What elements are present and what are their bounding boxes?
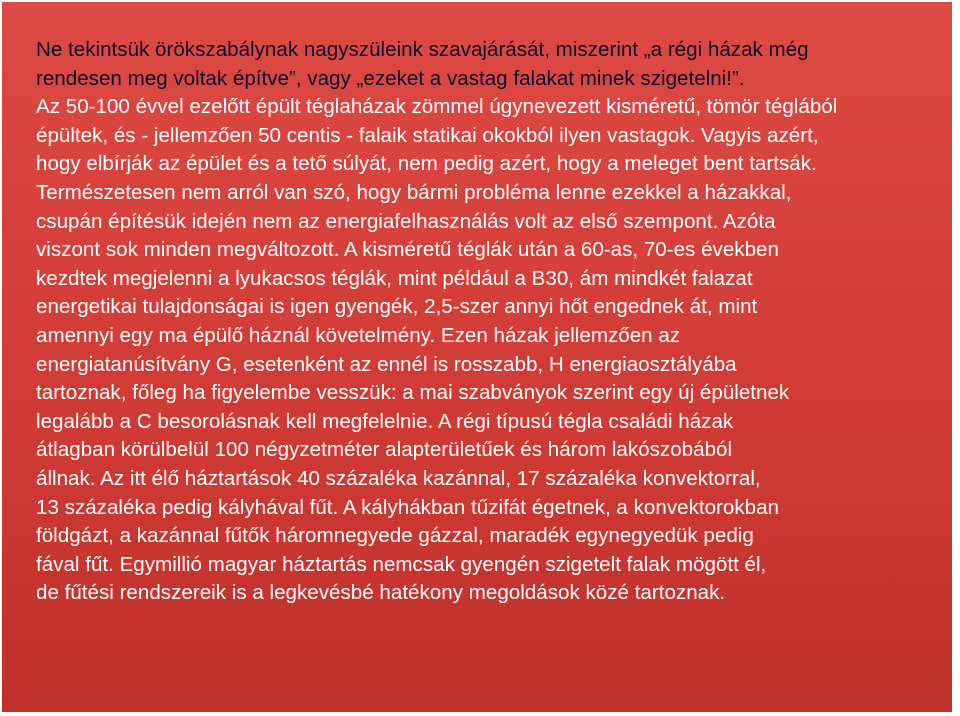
text-line: legalább a C besorolásnak kell megfelelnie. A régi típusú tégla családi házak [36,409,734,433]
text-line: Természetesen nem arról van szó, hogy bármi probléma lenne ezekkel a házakkal, [36,180,792,204]
text-line: földgázt, a kazánnal fűtők háromnegyede gázzal, maradék egynegyedük pedig [36,524,754,548]
text-line: átlagban körülbelül 100 négyzetméter alapterületűek és három lakószobából [36,438,733,462]
text-line: hogy elbírják az épület és a tető súlyát, nem pedig azért, hogy a meleget bent tartsák. [36,152,817,176]
text-line: fával fűt. Egymillió magyar háztartás nemcsak gyengén szigetelt falak mögött él, [36,552,767,576]
slide-text-block [36,36,936,608]
text-line: Az 50-100 évvel ezelőtt épült téglaházak zömmel úgynevezett kisméretű, tömör téglából [36,95,838,119]
text-line: de fűtési rendszereik is a legkevésbé hatékony megoldások közé tartoznak. [36,581,726,605]
text-line: amennyi egy ma épülő háznál követelmény. Ezen házak jellemzően az [36,323,681,347]
text-line: épültek, és - jellemzően 50 centis - falaik statikai okokból ilyen vastagok. Vagyis azért, [36,123,819,147]
text-line: viszont sok minden megváltozott. A kisméretű téglák után a 60-as, 70-es években [36,238,779,262]
text-line: energetikai tulajdonságai is igen gyengék, 2,5-szer annyi hőt engednek át, mint [36,295,758,319]
text-line: csupán építésük idején nem az energiafelhasználás volt az első szempont. Azóta [36,209,776,233]
text-line: energiatanúsítvány G, esetenként az ennél is rosszabb, H energiaosztályába [36,352,737,376]
text-line: kezdtek megjelenni a lyukacsos téglák, mint például a B30, ám mindkét falazat [36,266,753,290]
text-line: állnak. Az itt élő háztartások 40 százaléka kazánnal, 17 százaléka konvektorral, [36,466,761,490]
text-line: 13 százaléka pedig kályhával fűt. A kályhákban tűzifát égetnek, a konvektorokban [36,495,780,519]
text-line: Ne tekintsük örökszabálynak nagyszüleink szavajárását, miszerint „a régi házak még [36,38,809,61]
text-line: rendesen meg voltak építve”, vagy „ezeket a vastag falakat minek szigetelni!”. [36,66,745,90]
text-line: tartoznak, főleg ha figyelembe vesszük: a mai szabványok szerint egy új épületnek [36,381,790,405]
